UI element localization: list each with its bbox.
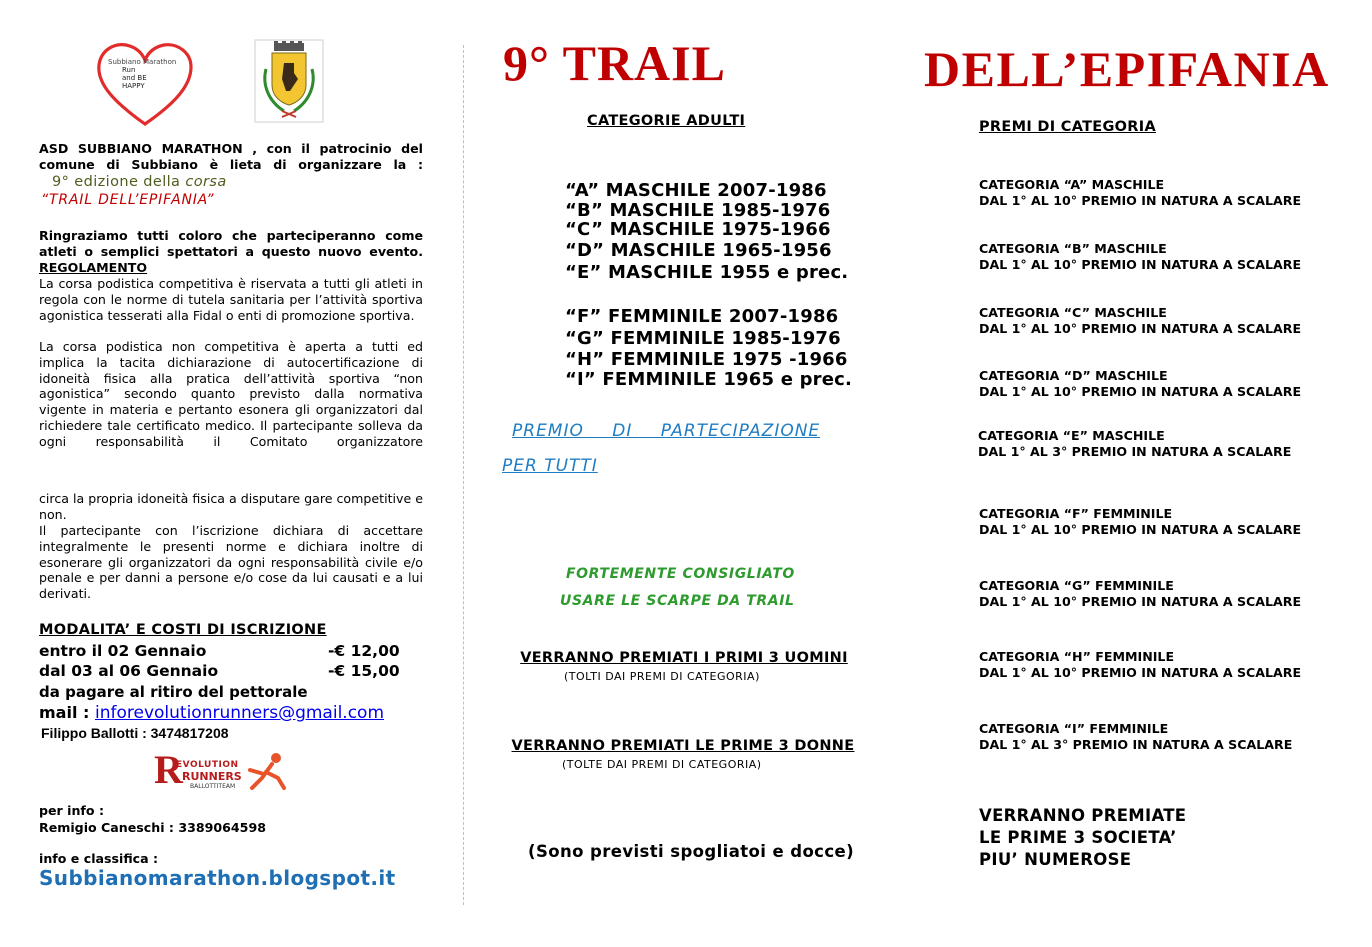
- prize-f: [979, 506, 1301, 538]
- contact-filippo: Filippo Ballotti : 3474817208: [41, 725, 229, 741]
- male-categories-list: [565, 181, 848, 284]
- logo-text-line3: and BE: [122, 74, 147, 82]
- logo-ballottiteam: BALLOTTITEAM: [190, 783, 236, 790]
- subbiano-marathon-logo: [94, 40, 196, 128]
- prizes-title: PREMI DI CATEGORIA: [979, 119, 1156, 135]
- regulation-paragraph-2: La corsa podistica non competitiva è aperta a tutti ed implica la tacita dichiarazione di autocertificazione di idoneità fisica alla pratica dell’attività sportiva “non agonistica” secondo quanto previsto dalla normativa vigente in materia e pertanto esonera gli organizzatori dal richiedere tale certificato medico. Il partecipante solleva da ogni responsabilità il Comitato organizzatore: [39, 339, 423, 449]
- prize-h: [979, 649, 1301, 681]
- prize-a-category: CATEGORIA “A” MASCHILE: [979, 177, 1165, 192]
- edition-text: 9° edizione della: [52, 174, 186, 190]
- logo-text-line2: Run: [122, 66, 136, 74]
- logo-text-line1: Subbiano Marathon: [108, 58, 177, 66]
- coat-of-arms-icon: [254, 39, 324, 123]
- logo-runners: RUNNERS: [182, 770, 242, 783]
- prize-b: [979, 241, 1301, 273]
- category-f-i: “I” FEMMINILE 1965 e prec.: [565, 369, 853, 390]
- participation-prize-line2: PER TUTTI: [502, 456, 598, 476]
- category-m-d: “D” MASCHILE 1965-1956: [565, 240, 832, 261]
- participation-prize-line1: PREMIO DI PARTECIPAZIONE: [512, 421, 821, 441]
- regulation-title: REGOLAMENTO: [39, 260, 148, 275]
- payment-note: da pagare al ritiro del pettorale: [39, 683, 308, 701]
- facilities-note: (Sono previsti spogliatoi e docce): [528, 842, 855, 861]
- category-m-e: “E” MASCHILE 1955 e prec.: [565, 262, 849, 283]
- category-m-a: “A” MASCHILE 2007-1986: [565, 180, 827, 201]
- column-divider-left: [463, 45, 464, 905]
- cost-2-label: dal 03 al 06 Gennaio: [39, 662, 219, 680]
- mail-label: mail :: [39, 703, 95, 722]
- category-f-h: “H” FEMMINILE 1975 -1966: [565, 349, 848, 370]
- category-f-f: “F” FEMMINILE 2007-1986: [565, 306, 839, 327]
- men-prize-note: (TOLTI DAI PREMI DI CATEGORIA): [564, 670, 760, 683]
- prize-b-category: CATEGORIA “B” MASCHILE: [979, 241, 1167, 256]
- thanks-text: Ringraziamo tutti coloro che parteciperanno come atleti o semplici spettatori a questo nuovo evento.: [39, 228, 423, 259]
- regulation-paragraph-1: La corsa podistica competitiva è riservata a tutti gli atleti in regola con le norme di tutela sanitaria per l’attività sportiva agonistica tesserati alla Fidal o enti di promozione sportiva.: [39, 276, 423, 323]
- mail-line: [39, 703, 384, 723]
- prize-b-desc: DAL 1° AL 10° PREMIO IN NATURA A SCALARE: [979, 257, 1302, 272]
- adult-categories-title: CATEGORIE ADULTI: [587, 113, 746, 129]
- prize-a-desc: DAL 1° AL 10° PREMIO IN NATURA A SCALARE: [979, 193, 1302, 208]
- men-prize: VERRANNO PREMIATI I PRIMI 3 UOMINI: [520, 650, 848, 666]
- logo-evolution: EVOLUTION: [176, 760, 239, 770]
- revolution-runners-logo: [154, 748, 289, 796]
- female-categories-list: [565, 306, 852, 391]
- advice-line2: USARE LE SCARPE DA TRAIL: [560, 593, 795, 609]
- women-prize-note: (TOLTE DAI PREMI DI CATEGORIA): [562, 758, 762, 771]
- advice-line1: FORTEMENTE CONSIGLIATO: [566, 566, 795, 582]
- prize-g-desc: DAL 1° AL 10° PREMIO IN NATURA A SCALARE: [979, 594, 1302, 609]
- classifica-label: info e classifica :: [39, 851, 159, 866]
- prize-g: [979, 578, 1301, 610]
- prize-c-desc: DAL 1° AL 10° PREMIO IN NATURA A SCALARE: [979, 321, 1302, 336]
- category-m-b: “B” MASCHILE 1985-1976: [565, 200, 831, 221]
- prize-a: [979, 177, 1301, 209]
- regulation-paragraph-3: circa la propria idoneità fisica a disputare gare competitive e non.: [39, 491, 423, 522]
- women-prize: VERRANNO PREMIATI LE PRIME 3 DONNE: [511, 738, 855, 754]
- blog-url[interactable]: Subbianomarathon.blogspot.it: [39, 866, 396, 890]
- contact-remigio: Remigio Caneschi : 3389064598: [39, 820, 266, 835]
- category-f-g: “G” FEMMINILE 1985-1976: [565, 328, 841, 349]
- societies-line1: VERRANNO PREMIATE: [979, 806, 1187, 825]
- prize-i-category: CATEGORIA “I” FEMMINILE: [979, 721, 1169, 736]
- prize-i-desc: DAL 1° AL 3° PREMIO IN NATURA A SCALARE: [979, 737, 1293, 752]
- prize-d-category: CATEGORIA “D” MASCHILE: [979, 368, 1168, 383]
- prize-d: [979, 368, 1301, 400]
- societies-award: [979, 805, 1186, 871]
- title-left: 9° TRAIL: [503, 35, 726, 91]
- logo-text-line4: HAPPY: [122, 82, 145, 90]
- logo-letter-r: R: [154, 747, 183, 792]
- prize-e-category: CATEGORIA “E” MASCHILE: [978, 428, 1165, 443]
- cost-2-value: -€ 15,00: [328, 662, 400, 680]
- prize-h-category: CATEGORIA “H” FEMMINILE: [979, 649, 1175, 664]
- costs-title: MODALITA’ E COSTI DI ISCRIZIONE: [39, 622, 327, 638]
- edition-line: [52, 174, 227, 190]
- category-m-c: “C” MASCHILE 1975-1966: [565, 219, 831, 240]
- title-right: DELL’EPIFANIA: [924, 41, 1330, 97]
- info-label: per info :: [39, 803, 104, 818]
- societies-line2: LE PRIME 3 SOCIETA’: [979, 828, 1177, 847]
- prize-f-desc: DAL 1° AL 10° PREMIO IN NATURA A SCALARE: [979, 522, 1302, 537]
- prize-e: [978, 428, 1291, 460]
- prize-d-desc: DAL 1° AL 10° PREMIO IN NATURA A SCALARE: [979, 384, 1302, 399]
- comune-coat-of-arms: [254, 39, 324, 123]
- societies-line3: PIU’ NUMEROSE: [979, 850, 1132, 869]
- prize-c-category: CATEGORIA “C” MASCHILE: [979, 305, 1167, 320]
- cost-1-value: -€ 12,00: [328, 642, 400, 660]
- email-link[interactable]: inforevolutionrunners@gmail.com: [94, 703, 385, 723]
- intro-text: ASD SUBBIANO MARATHON , con il patrocinio del comune di Subbiano è lieta di organizzare la :: [39, 141, 423, 172]
- prize-f-category: CATEGORIA “F” FEMMINILE: [979, 506, 1173, 521]
- event-name: “TRAIL DELL’EPIFANIA”: [41, 192, 215, 208]
- edition-corsa: corsa: [185, 174, 227, 190]
- prize-i: [979, 721, 1292, 753]
- prize-e-desc: DAL 1° AL 3° PREMIO IN NATURA A SCALARE: [978, 444, 1292, 459]
- prize-c: [979, 305, 1301, 337]
- cost-1-label: entro il 02 Gennaio: [39, 642, 207, 660]
- prize-h-desc: DAL 1° AL 10° PREMIO IN NATURA A SCALARE: [979, 665, 1302, 680]
- prize-g-category: CATEGORIA “G” FEMMINILE: [979, 578, 1174, 593]
- regulation-paragraph-4: Il partecipante con l’iscrizione dichiara di accettare integralmente le presenti norme e dichiara inoltre di esonerare gli organizzatori da ogni responsabilità civile e/o penale e per danni a persone e/o cose da lui causati e a lui derivati.: [39, 523, 423, 602]
